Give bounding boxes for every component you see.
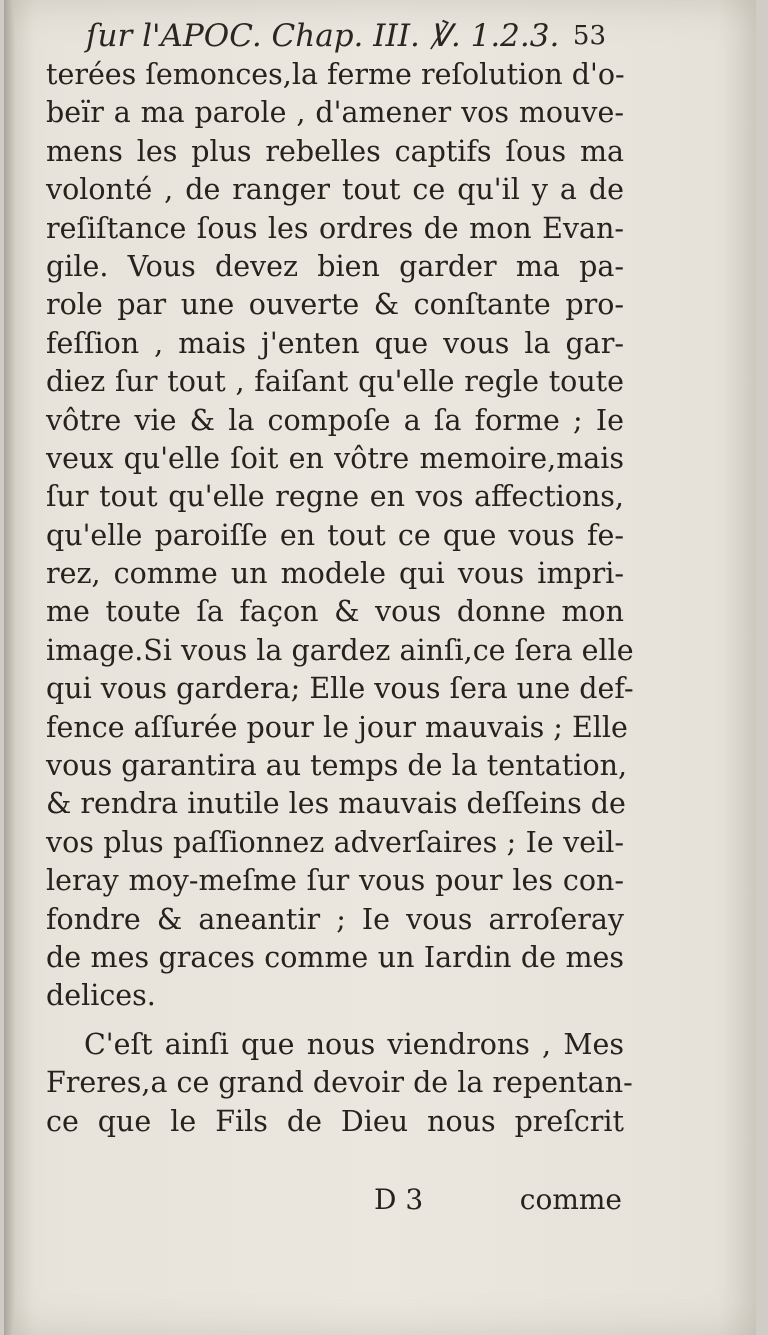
body-text	[46, 56, 634, 1141]
text-line: vôtre vie & la compoſe a ſa forme ; Ie	[46, 403, 624, 437]
text-line: Freres,a ce grand devoir de la repentan-	[46, 1066, 633, 1100]
text-line: diez ſur tout , faiſant qu'elle regle toute	[46, 365, 624, 399]
text-line: C'eſt ainſi que nous viendrons , Mes	[84, 1027, 624, 1061]
text-line: rez, comme un modele qui vous impri-	[46, 557, 624, 591]
text-line: gile. Vous devez bien garder ma pa-	[46, 249, 624, 283]
text-line: me toute ſa façon & vous donne mon	[46, 595, 624, 629]
catchword: comme	[519, 1183, 622, 1216]
text-line: delices.	[46, 979, 156, 1013]
signature-mark: D 3	[374, 1183, 424, 1216]
page-number: 53	[572, 21, 606, 51]
text-line: volonté , de ranger tout ce qu'il y a de	[46, 173, 624, 207]
page-header	[86, 14, 606, 58]
paragraph-1	[46, 56, 634, 1016]
text-line: vos plus paſſionnez adverſaires ; Ie veil-	[46, 825, 624, 859]
text-line: mens les plus rebelles captifs ſous ma	[46, 134, 624, 168]
paragraph-2	[46, 1026, 633, 1141]
text-line: fence aſſurée pour le jour mauvais ; Elle	[46, 710, 628, 744]
text-line: role par une ouverte & conſtante pro-	[46, 288, 624, 322]
text-line: qui vous gardera; Elle vous ſera une def-	[46, 672, 634, 706]
text-line: leray moy-meſme ſur vous pour les con-	[46, 864, 624, 898]
text-line: de mes graces comme un Iardin de mes	[46, 940, 624, 974]
text-line: fondre & aneantir ; Ie vous arroſeray	[46, 902, 624, 936]
text-line: veux qu'elle ſoit en vôtre memoire,mais	[46, 441, 624, 475]
book-page	[4, 0, 756, 1335]
text-line: ſur tout qu'elle regne en vos affections,	[46, 480, 624, 514]
text-line: reſiſtance ſous les ordres de mon Evan-	[46, 211, 624, 245]
binding-gutter	[4, 0, 14, 1335]
text-line: vous garantira au temps de la tentation,	[46, 749, 628, 783]
running-title: ſur l'APOC. Chap. III. ℣. 1.2.3.	[86, 18, 560, 54]
text-line: feſſion , mais j'enten que vous la gar-	[46, 326, 624, 360]
text-line: terées ſemonces,la ferme reſolution d'o-	[46, 58, 625, 91]
text-line: image.Si vous la gardez ainſi,ce ſera elle	[46, 633, 634, 667]
text-line: qu'elle paroiſſe en tout ce que vous fe-	[46, 518, 624, 552]
text-line: & rendra inutile les mauvais deſſeins de	[46, 787, 626, 821]
text-line: beïr a ma parole , d'amener vos mouve-	[46, 96, 624, 130]
text-line: ce que le Fils de Dieu nous preſcrit	[46, 1104, 624, 1138]
page-footer	[374, 1180, 622, 1220]
